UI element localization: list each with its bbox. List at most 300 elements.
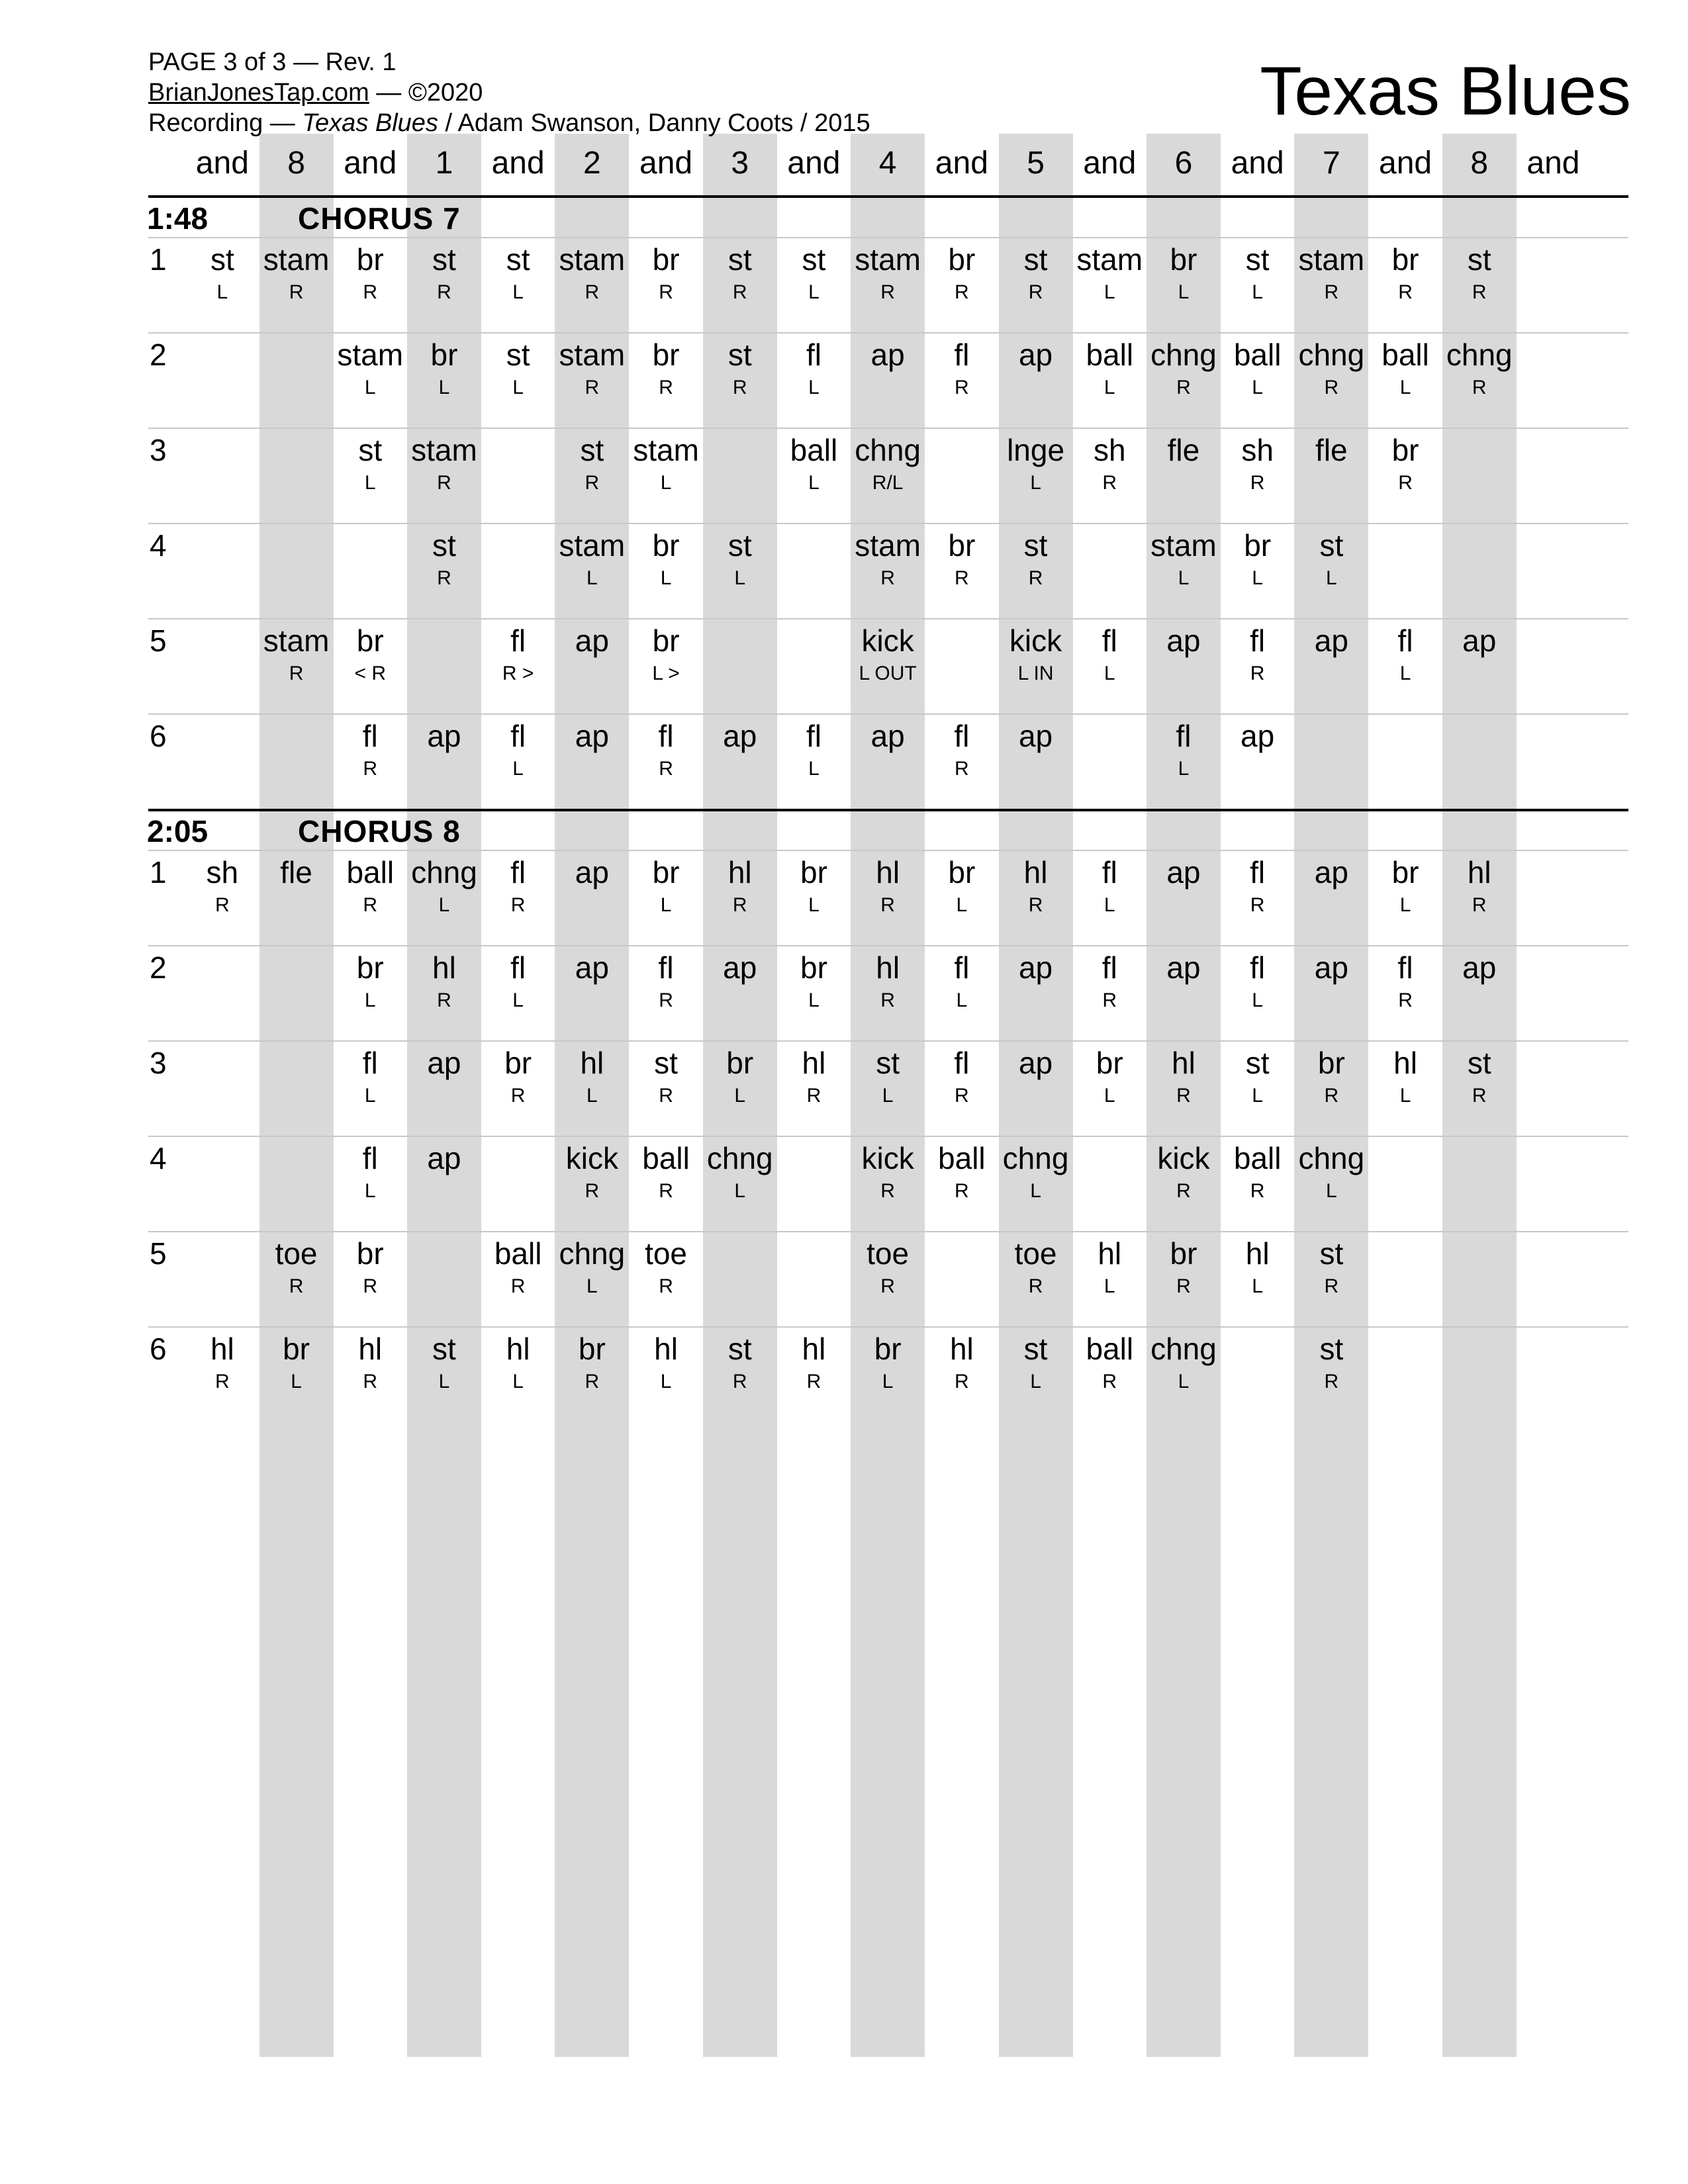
row-number: 2 <box>150 338 167 372</box>
foot-label: R <box>1472 894 1487 916</box>
step-name: st <box>727 338 752 372</box>
foot-label: R <box>363 894 378 916</box>
foot-label: R <box>732 377 747 398</box>
step-name: ap <box>1018 1046 1053 1080</box>
foot-label: R <box>585 1371 600 1392</box>
column-header: 1 <box>435 146 453 181</box>
step-name: br <box>1096 1046 1123 1080</box>
step-name: br <box>652 338 680 372</box>
column-header: 5 <box>1027 146 1045 181</box>
foot-label: R <box>1324 281 1339 303</box>
step-name: fl <box>1102 950 1117 985</box>
foot-label: L <box>1103 1275 1115 1297</box>
foot-label: R <box>1398 989 1413 1011</box>
column-header: and <box>1379 146 1432 181</box>
step-name: st <box>1023 528 1048 563</box>
row-divider <box>148 523 1628 524</box>
step-name: chng <box>1150 338 1217 372</box>
step-name: stam <box>411 433 477 467</box>
step-name: hl <box>506 1332 530 1366</box>
step-name: br <box>948 242 976 277</box>
foot-label: L <box>1252 989 1263 1011</box>
step-name: st <box>1467 242 1491 277</box>
foot-label: L <box>1030 472 1041 494</box>
row-divider <box>148 237 1628 238</box>
step-name: ap <box>1018 950 1053 985</box>
step-name: ball <box>494 1236 542 1271</box>
foot-label: R <box>659 1085 673 1107</box>
step-name: br <box>356 1236 384 1271</box>
step-name: hl <box>1172 1046 1196 1080</box>
foot-label: R <box>437 567 451 589</box>
step-name: ap <box>575 950 609 985</box>
step-name: ap <box>1462 623 1497 658</box>
step-name: br <box>652 242 680 277</box>
foot-label: R <box>1176 377 1191 398</box>
step-name: stam <box>1076 242 1143 277</box>
step-name: ball <box>1086 338 1134 372</box>
step-name: ap <box>870 719 905 753</box>
foot-label: R <box>955 377 969 398</box>
step-name: br <box>652 528 680 563</box>
foot-label: L <box>882 1371 894 1392</box>
row-number: 6 <box>150 719 167 753</box>
step-name: ap <box>1166 950 1201 985</box>
foot-label: R/L <box>872 472 904 494</box>
step-name: fl <box>1397 950 1413 985</box>
step-name: ball <box>346 855 395 889</box>
row-number: 5 <box>150 1236 167 1271</box>
step-name: fle <box>280 855 312 889</box>
page-title: Texas Blues <box>1260 53 1631 130</box>
row-divider <box>148 428 1628 429</box>
foot-label: R > <box>502 662 534 684</box>
foot-label: L <box>734 567 746 589</box>
step-name: fl <box>658 950 674 985</box>
step-name: st <box>432 242 456 277</box>
step-name: ap <box>427 1046 461 1080</box>
foot-label: L <box>808 281 820 303</box>
foot-label: L <box>1103 894 1115 916</box>
foot-label: L <box>364 1085 376 1107</box>
column-header: and <box>639 146 693 181</box>
row-number: 3 <box>150 1046 167 1080</box>
foot-label: L <box>1252 1085 1263 1107</box>
foot-label: R <box>1028 567 1043 589</box>
foot-label: L <box>1252 377 1263 398</box>
foot-label: R <box>1176 1180 1191 1202</box>
step-name: ball <box>1233 338 1282 372</box>
foot-label: L <box>438 377 450 398</box>
step-name: st <box>1245 242 1270 277</box>
foot-label: R <box>1028 894 1043 916</box>
step-name: st <box>1319 528 1344 563</box>
foot-label: L <box>512 758 524 780</box>
column-header: 4 <box>878 146 897 181</box>
foot-label: R <box>880 989 895 1011</box>
step-name: br <box>578 1332 606 1366</box>
step-name: stam <box>1298 242 1365 277</box>
foot-label: R <box>585 472 600 494</box>
website-link[interactable]: BrianJonesTap.com <box>148 79 369 107</box>
step-name: ap <box>575 623 609 658</box>
foot-label: L OUT <box>859 662 917 684</box>
foot-label: R <box>215 894 230 916</box>
chorus-time: 1:48 <box>147 201 209 236</box>
step-name: toe <box>1014 1236 1057 1271</box>
step-name: fle <box>1167 433 1200 467</box>
foot-label: R <box>510 894 526 916</box>
step-name: fl <box>1102 623 1117 658</box>
step-name: br <box>504 1046 532 1080</box>
foot-label: R <box>732 894 747 916</box>
step-name: ap <box>723 719 757 753</box>
step-name: fl <box>510 855 526 889</box>
foot-label: L <box>364 377 376 398</box>
step-name: hl <box>876 855 900 889</box>
foot-label: R <box>1472 281 1487 303</box>
step-name: fl <box>954 1046 970 1080</box>
foot-label: R <box>732 1371 747 1392</box>
row-number: 3 <box>150 433 167 467</box>
step-name: st <box>580 433 604 467</box>
step-name: stam <box>263 623 330 658</box>
step-name: ap <box>575 719 609 753</box>
foot-label: L <box>1030 1180 1041 1202</box>
step-name: stam <box>855 528 921 563</box>
foot-label: R <box>1398 472 1413 494</box>
foot-label: R <box>732 281 747 303</box>
step-name: hl <box>802 1332 826 1366</box>
row-number: 6 <box>150 1332 167 1366</box>
foot-label: R <box>585 281 600 303</box>
foot-label: R <box>955 567 969 589</box>
step-name: br <box>652 623 680 658</box>
foot-label: L <box>1103 662 1115 684</box>
step-name: stam <box>1150 528 1217 563</box>
foot-label: R <box>955 758 969 780</box>
foot-label: R <box>1324 1275 1339 1297</box>
step-name: toe <box>275 1236 318 1271</box>
row-number: 5 <box>150 623 167 658</box>
step-name: hl <box>580 1046 604 1080</box>
step-name: stam <box>633 433 699 467</box>
step-name: fl <box>806 338 821 372</box>
row-number: 1 <box>150 855 167 889</box>
step-name: ball <box>1382 338 1429 372</box>
step-name: ball <box>1233 1141 1282 1175</box>
foot-label: L <box>364 989 376 1011</box>
foot-label: L <box>1252 1275 1263 1297</box>
foot-label: L <box>808 758 820 780</box>
foot-label: L <box>734 1085 746 1107</box>
foot-label: R <box>955 281 969 303</box>
row-divider <box>148 713 1628 715</box>
foot-label: L IN <box>1017 662 1054 684</box>
foot-label: < R <box>354 662 387 684</box>
foot-label: R <box>363 281 378 303</box>
foot-label: R <box>1176 1085 1191 1107</box>
step-name: toe <box>867 1236 910 1271</box>
foot-label: R <box>1102 989 1117 1011</box>
step-name: lnge <box>1007 433 1065 467</box>
foot-label: R <box>880 1275 895 1297</box>
step-name: chng <box>706 1141 773 1175</box>
foot-label: L <box>808 894 820 916</box>
step-name: fl <box>954 719 970 753</box>
foot-label: L <box>364 472 376 494</box>
foot-label: R <box>363 758 378 780</box>
step-name: ball <box>1086 1332 1134 1366</box>
step-name: ap <box>427 1141 461 1175</box>
foot-label: R <box>880 894 895 916</box>
column-header: 7 <box>1322 146 1340 181</box>
step-name: chng <box>1002 1141 1069 1175</box>
step-name: stam <box>559 338 626 372</box>
column-header: and <box>1083 146 1137 181</box>
step-name: chng <box>1150 1332 1217 1366</box>
foot-label: R <box>659 1180 673 1202</box>
step-name: ap <box>723 950 757 985</box>
foot-label: R <box>289 1275 304 1297</box>
step-name: br <box>283 1332 310 1366</box>
step-name: ap <box>1314 950 1348 985</box>
step-name: br <box>356 623 384 658</box>
step-name: stam <box>263 242 330 277</box>
step-name: br <box>1244 528 1272 563</box>
foot-label: R <box>585 377 600 398</box>
step-name: fl <box>1176 719 1192 753</box>
foot-label: L <box>512 377 524 398</box>
foot-label: R <box>955 1085 969 1107</box>
step-name: fl <box>806 719 821 753</box>
foot-label: L <box>1178 1371 1190 1392</box>
foot-label: R <box>1324 1371 1339 1392</box>
foot-label: R <box>289 662 304 684</box>
step-name: fl <box>510 950 526 985</box>
step-name: hl <box>432 950 456 985</box>
step-name: ap <box>427 719 461 753</box>
foot-label: L <box>1103 1085 1115 1107</box>
step-name: hl <box>727 855 752 889</box>
foot-label: L <box>512 281 524 303</box>
step-name: br <box>948 855 976 889</box>
foot-label: R <box>510 1085 526 1107</box>
step-name: fl <box>362 719 378 753</box>
foot-label: R <box>1324 377 1339 398</box>
foot-label: L <box>1178 758 1190 780</box>
row-number: 4 <box>150 1141 167 1175</box>
step-name: fl <box>510 719 526 753</box>
foot-label: L <box>808 377 820 398</box>
step-name: sh <box>206 855 239 889</box>
step-name: ap <box>1018 338 1053 372</box>
step-name: kick <box>861 1141 914 1175</box>
step-name: st <box>727 528 752 563</box>
step-name: st <box>506 338 530 372</box>
foot-label: L <box>1252 567 1263 589</box>
row-number: 1 <box>150 242 167 277</box>
step-name: hl <box>1467 855 1491 889</box>
foot-label: R <box>1324 1085 1339 1107</box>
step-name: st <box>432 528 456 563</box>
step-name: ball <box>642 1141 690 1175</box>
step-name: hl <box>949 1332 974 1366</box>
foot-label: L <box>1399 894 1411 916</box>
column-header: and <box>491 146 545 181</box>
step-name: br <box>430 338 458 372</box>
foot-label: L <box>1178 281 1190 303</box>
foot-label: R <box>1102 1371 1117 1392</box>
step-name: st <box>727 1332 752 1366</box>
chorus-time: 2:05 <box>147 814 209 848</box>
step-name: fl <box>954 338 970 372</box>
step-name: ap <box>870 338 905 372</box>
step-name: hl <box>210 1332 234 1366</box>
step-name: fl <box>1102 855 1117 889</box>
step-name: kick <box>1157 1141 1210 1175</box>
column-header: 8 <box>287 146 305 181</box>
step-name: stam <box>559 242 626 277</box>
step-name: fl <box>1397 623 1413 658</box>
foot-label: R <box>215 1371 230 1392</box>
step-name: st <box>1023 242 1048 277</box>
foot-label: L <box>1030 1371 1041 1392</box>
step-name: fl <box>1250 950 1266 985</box>
foot-label: L <box>291 1371 302 1392</box>
step-name: br <box>726 1046 754 1080</box>
foot-label: R <box>437 989 451 1011</box>
step-name: st <box>1467 1046 1491 1080</box>
step-name: hl <box>1393 1046 1417 1080</box>
step-name: br <box>356 242 384 277</box>
foot-label: L <box>1103 281 1115 303</box>
row-divider <box>148 1231 1628 1232</box>
foot-label: L <box>734 1180 746 1202</box>
column-header: and <box>1526 146 1580 181</box>
step-name: ball <box>790 433 838 467</box>
step-name: chng <box>411 855 477 889</box>
foot-label: R <box>1102 472 1117 494</box>
step-name: fle <box>1315 433 1348 467</box>
step-name: hl <box>1023 855 1048 889</box>
step-name: st <box>1319 1332 1344 1366</box>
step-name: st <box>654 1046 678 1080</box>
foot-label: R <box>1250 662 1265 684</box>
step-name: hl <box>1245 1236 1270 1271</box>
step-name: ap <box>1314 855 1348 889</box>
column-header: 3 <box>731 146 749 181</box>
foot-label: L <box>1399 662 1411 684</box>
foot-label: R <box>659 377 673 398</box>
foot-label: R <box>1250 894 1265 916</box>
foot-label: R <box>1472 1085 1487 1107</box>
step-name: ap <box>575 855 609 889</box>
chorus-title: CHORUS 7 <box>298 201 461 236</box>
step-name: hl <box>654 1332 678 1366</box>
column-header: 8 <box>1470 146 1489 181</box>
foot-label: R <box>437 472 451 494</box>
foot-label: R <box>659 1275 673 1297</box>
step-name: toe <box>645 1236 688 1271</box>
step-name: br <box>1391 242 1419 277</box>
row-number: 4 <box>150 528 167 563</box>
foot-label: L <box>586 1085 598 1107</box>
foot-label: R <box>880 1180 895 1202</box>
step-name: fl <box>1250 855 1266 889</box>
step-name: ap <box>1462 950 1497 985</box>
foot-label: L <box>660 567 672 589</box>
step-name: st <box>210 242 234 277</box>
column-header: 2 <box>583 146 601 181</box>
foot-label: L <box>660 472 672 494</box>
foot-label: R <box>955 1180 969 1202</box>
row-divider <box>148 850 1628 851</box>
foot-label: L <box>808 472 820 494</box>
step-name: br <box>652 855 680 889</box>
foot-label: L <box>512 989 524 1011</box>
step-name: st <box>1245 1046 1270 1080</box>
step-name: fl <box>658 719 674 753</box>
foot-label: L <box>586 1275 598 1297</box>
foot-label: R <box>659 281 673 303</box>
foot-label: L <box>956 894 968 916</box>
foot-label: L <box>1399 1085 1411 1107</box>
step-name: ap <box>1166 855 1201 889</box>
step-name: st <box>358 433 383 467</box>
foot-label: R <box>1028 281 1043 303</box>
step-name: chng <box>1446 338 1513 372</box>
foot-label: R <box>437 281 451 303</box>
foot-label: L <box>364 1180 376 1202</box>
foot-label: L <box>956 989 968 1011</box>
foot-label: R <box>1250 1180 1265 1202</box>
step-name: hl <box>876 950 900 985</box>
row-number: 2 <box>150 950 167 985</box>
step-name: st <box>876 1046 900 1080</box>
foot-label: R <box>510 1275 526 1297</box>
foot-label: R <box>806 1085 821 1107</box>
step-name: chng <box>1298 1141 1365 1175</box>
step-name: chng <box>1298 338 1365 372</box>
foot-label: L <box>882 1085 894 1107</box>
foot-label: L <box>512 1371 524 1392</box>
row-divider <box>148 618 1628 619</box>
foot-label: L <box>1103 377 1115 398</box>
step-name: sh <box>1093 433 1126 467</box>
step-name: st <box>727 242 752 277</box>
row-divider <box>148 945 1628 946</box>
step-name: sh <box>1241 433 1274 467</box>
foot-label: R <box>880 567 895 589</box>
copyright: — ©2020 <box>369 79 483 107</box>
foot-label: R <box>289 281 304 303</box>
step-name: kick <box>565 1141 618 1175</box>
step-name: fl <box>954 950 970 985</box>
step-name: ball <box>938 1141 986 1175</box>
step-name: st <box>1023 1332 1048 1366</box>
foot-label: R <box>806 1371 821 1392</box>
foot-label: L <box>1326 567 1337 589</box>
step-name: br <box>1170 242 1197 277</box>
step-name: fl <box>510 623 526 658</box>
step-name: br <box>1317 1046 1345 1080</box>
step-name: kick <box>1009 623 1062 658</box>
foot-label: R <box>585 1180 600 1202</box>
row-divider <box>148 1326 1628 1328</box>
step-name: br <box>356 950 384 985</box>
foot-label: R <box>1472 377 1487 398</box>
